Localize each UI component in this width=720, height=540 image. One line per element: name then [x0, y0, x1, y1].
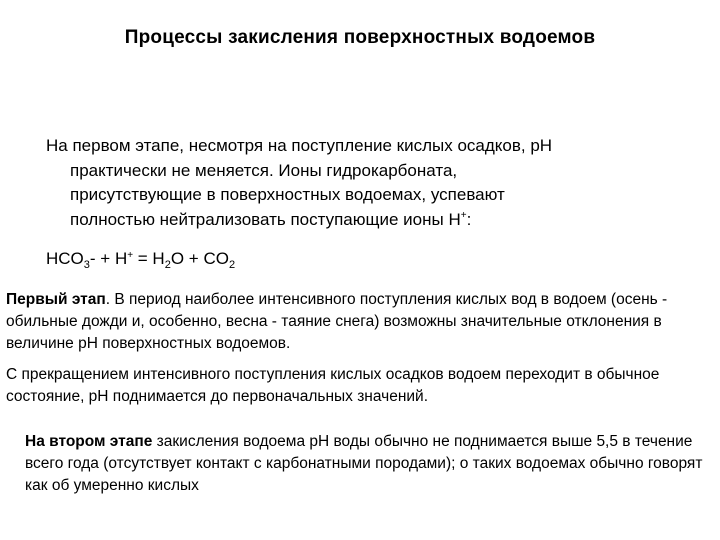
eq-superscript: +	[127, 250, 134, 261]
paragraph-text: . В период наиболее интенсивного поступления кислых вод в водоем (осень - обильные дожди и, особенно, весна - таяние снега) возможны значительные отклонения в величине pH поверхностных водоемов.	[6, 291, 668, 352]
paragraph-first-stage-detail	[6, 289, 711, 355]
eq-subscript: 3	[83, 259, 90, 271]
line-text: полностью нейтрализовать поступающие ионы H	[70, 209, 461, 229]
line-end: :	[466, 209, 472, 229]
page-title: Процессы закисления поверхностных водоемов	[124, 27, 596, 48]
paragraph-line: практически не меняется. Ионы гидрокарбоната,	[70, 160, 458, 180]
bold-lead: На втором этапе	[25, 433, 153, 450]
paragraph-line	[46, 208, 686, 233]
eq-subscript: 2	[228, 259, 236, 271]
bold-lead: Первый этап	[6, 291, 106, 308]
eq-subscript: 2	[164, 259, 171, 271]
eq-part: - + H	[89, 249, 128, 268]
paragraph-line: На первом этапе, несмотря на поступление кислых осадков, pH	[46, 136, 553, 155]
superscript: +	[460, 209, 467, 221]
paragraph-line: присутствующие в поверхностных водоемах, успевают	[70, 185, 505, 204]
paragraph-text: закисления водоема pH воды обычно не поднимается выше 5,5 в течение всего года (отсутствует контакт с карбонатными породами); о таких водоемах обычно говорят как об умеренно кислых	[25, 433, 703, 494]
paragraph-text: С прекращением интенсивного поступления кислых осадков водоем переходит в обычное состояние, pH поднимается до первоначальных значений.	[6, 366, 660, 405]
eq-part: O + CO	[170, 249, 229, 268]
paragraph-second-stage	[25, 431, 715, 497]
chemical-equation	[46, 247, 235, 271]
paragraph-recovery	[6, 364, 711, 408]
eq-part: HCO	[46, 249, 84, 268]
paragraph-first-stage	[46, 134, 686, 232]
eq-part: = H	[133, 249, 165, 268]
